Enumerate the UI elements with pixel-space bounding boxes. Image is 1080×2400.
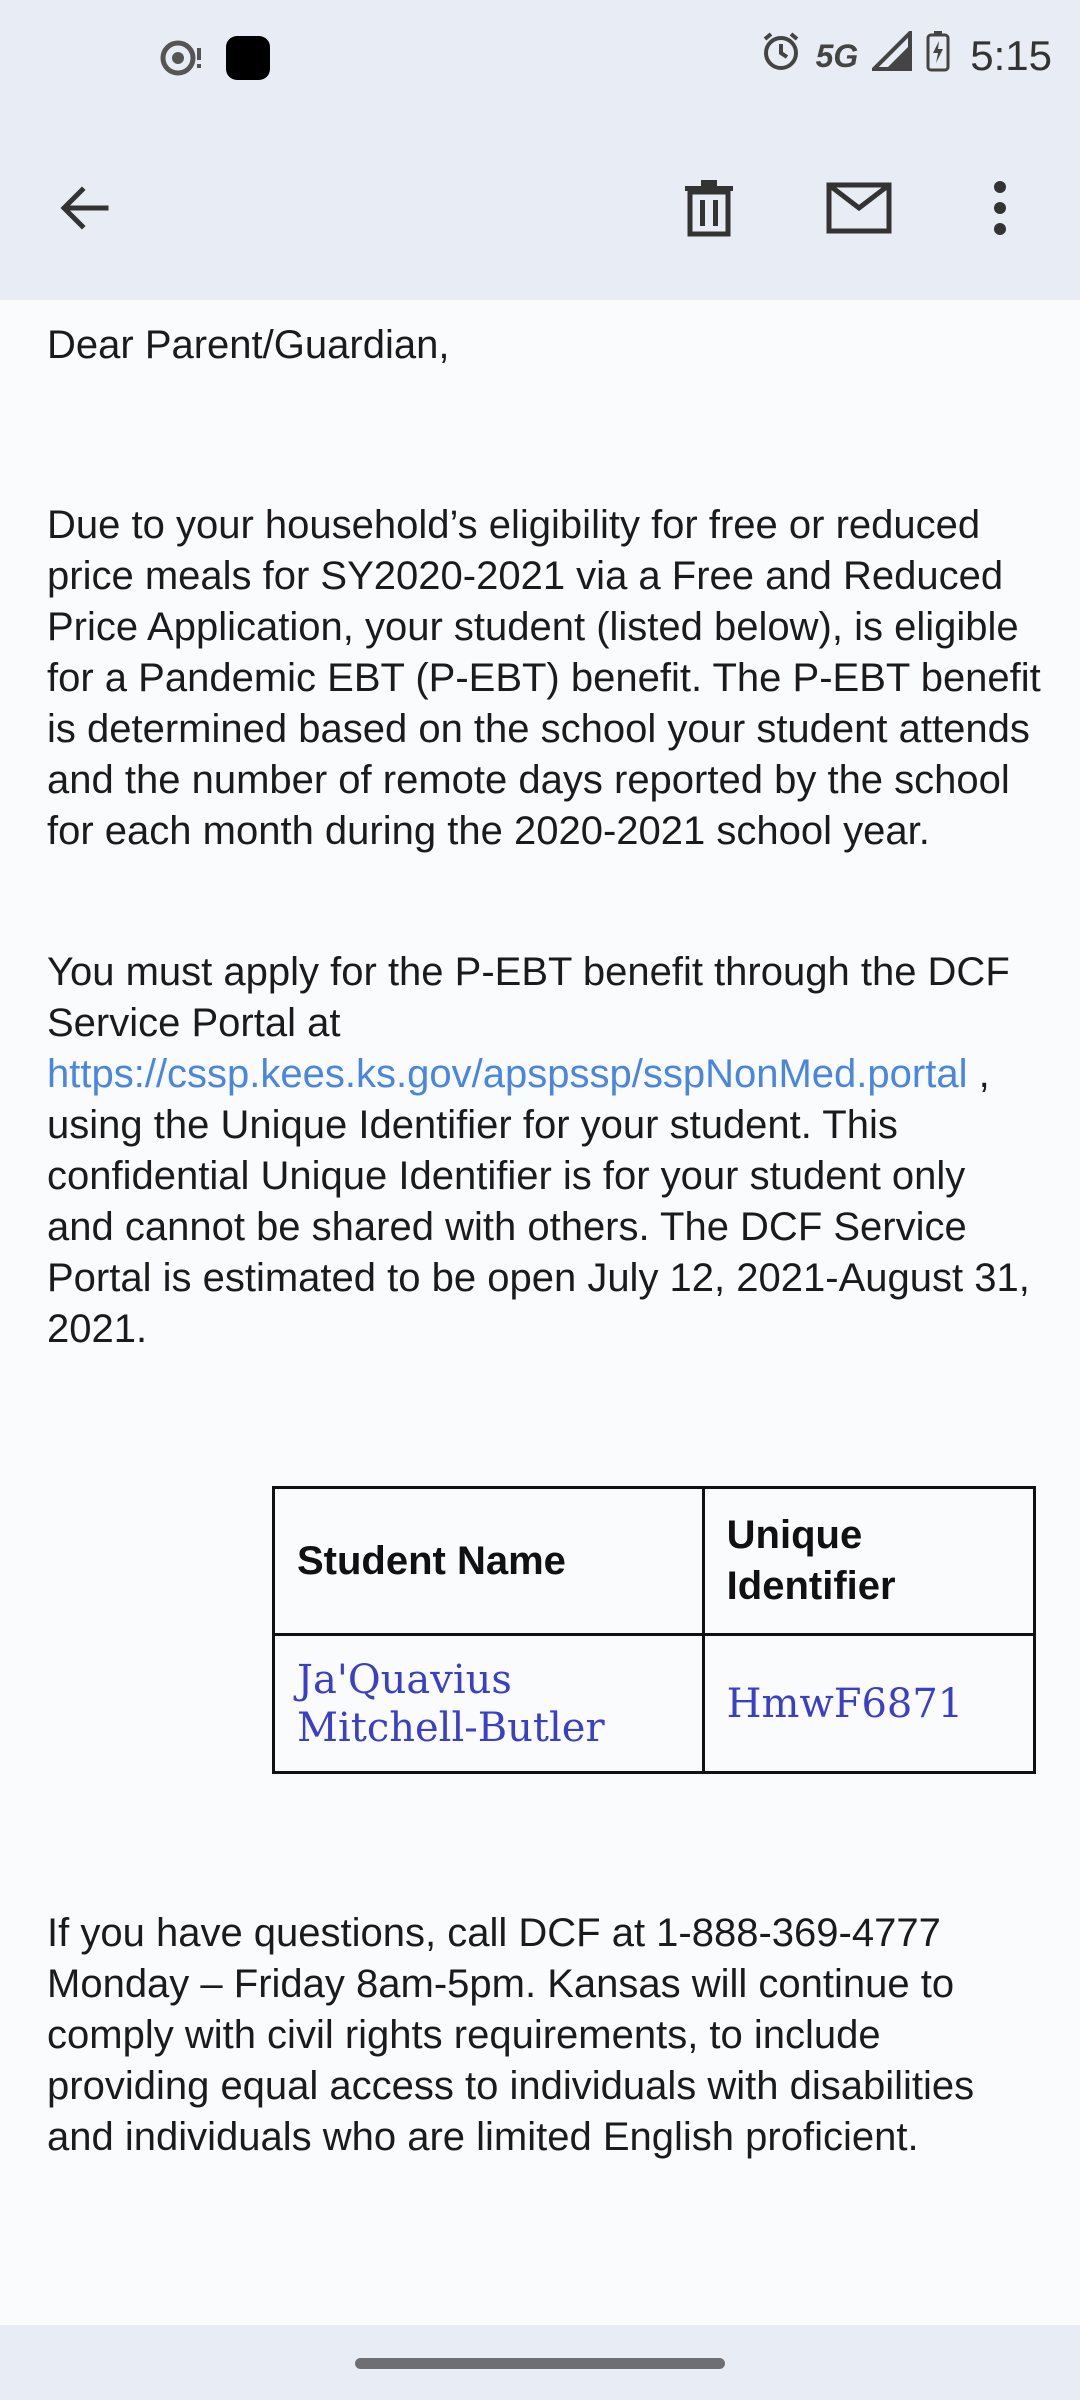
mark-unread-button[interactable] [817,168,901,252]
navigation-bar [0,2325,1080,2400]
delete-button[interactable] [667,168,751,252]
more-options-icon [993,180,1007,241]
portal-link[interactable]: https://cssp.kees.ks.gov/apspssp/sspNonMed.portal [47,1052,968,1096]
student-name-cell: Ja'Quavius Mitchell-Butler [274,1635,704,1773]
unique-identifier-cell: HmwF6871 [703,1635,1034,1773]
battery-icon [926,30,950,82]
email-body [0,300,1080,2325]
greeting: Dear Parent/Guardian, [47,323,450,367]
apply-text: You must apply for the P-EBT benefit through the DCF Service Portal at [47,950,1010,1045]
contact-paragraph: If you have questions, call DCF at 1-888-369-4777 Monday – Friday 8am-5pm. Kansas will continue to comply with civil rights requirements, to include providing equal access to individuals with disabilities and individuals who are limited English proficient. [47,1911,975,2159]
network-type: 5G [815,37,859,74]
app-icon [224,34,272,87]
student-identifier-table [272,1486,1036,1774]
mark-unread-icon [826,182,892,239]
more-options-button[interactable] [958,168,1042,252]
home-gesture-handle[interactable] [355,2358,725,2369]
unique-identifier-header: Unique Identifier [703,1488,1034,1635]
alarm-icon [760,30,802,82]
student-name-header: Student Name [274,1488,704,1635]
back-button[interactable] [42,168,126,252]
status-bar [0,0,1080,118]
apply-paragraph [47,947,1037,1355]
delete-icon [681,178,737,243]
back-arrow-icon [56,180,112,241]
eligibility-paragraph: Due to your household’s eligibility for free or reduced price meals for SY2020-2021 via a Free and Reduced Price Application, your student (listed below), is eligible for a Pandemic EBT (P-EBT) benefit. The P-EBT benefit is determined based on the school your student attends and the number of remote days reported by the school for each month during the 2020-2021 school year. [47,503,1041,853]
apply-text-continued: , using the Unique Identifier for your student. This confidential Unique Identifier is for your student only and cannot be shared with others. The DCF Service Portal is estimated to be open July 12, 2021-August 31, 2021. [47,1052,1030,1351]
table-row [274,1635,1035,1773]
notification-icon [160,38,204,83]
signal-icon [872,31,912,81]
table-header-row [274,1488,1035,1635]
clock: 5:15 [970,32,1052,79]
top-app-bar [0,118,1080,300]
